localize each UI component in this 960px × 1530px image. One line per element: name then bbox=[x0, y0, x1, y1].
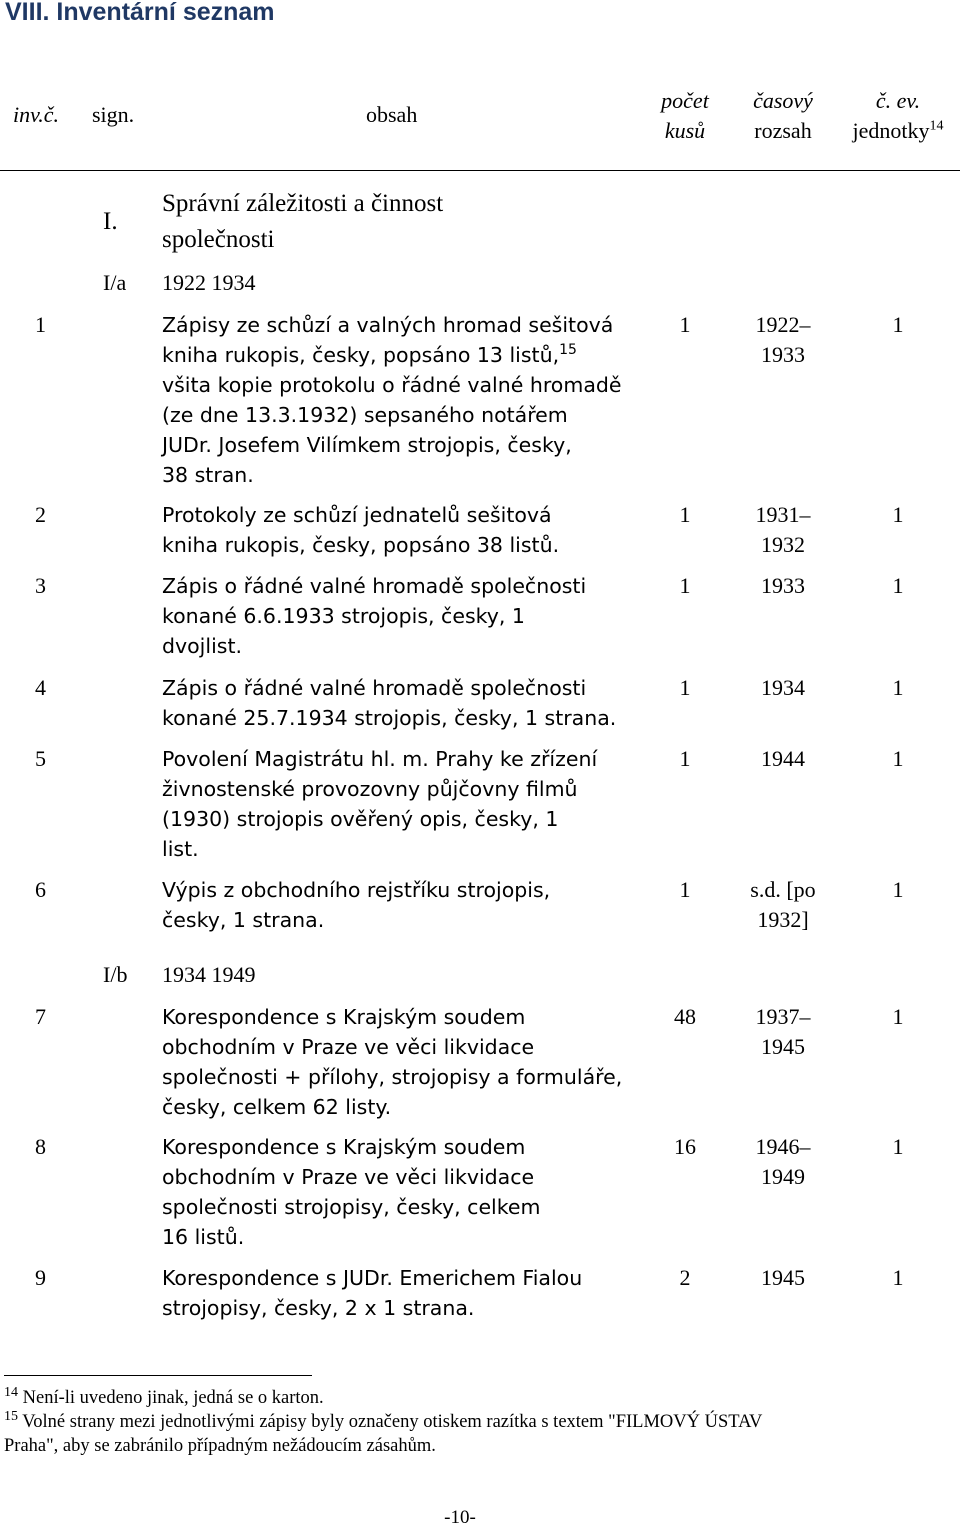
item-ev: 1 bbox=[892, 746, 904, 771]
item-range: 1931– 1932 bbox=[755, 502, 811, 557]
item-ev: 1 bbox=[892, 675, 904, 700]
item-count: 1 bbox=[679, 877, 691, 902]
item-count: 48 bbox=[674, 1004, 696, 1029]
item-range: 1933 bbox=[761, 573, 805, 598]
item-inv: 3 bbox=[35, 573, 46, 598]
item-ev: 1 bbox=[892, 1134, 904, 1159]
item-ev: 1 bbox=[892, 877, 904, 902]
col-ev-header bbox=[836, 86, 960, 146]
col-casovy-line1: časový bbox=[753, 88, 813, 113]
item-inv: 2 bbox=[35, 502, 46, 527]
item-range: 1946– 1949 bbox=[755, 1134, 811, 1189]
col-ev-line2: jednotky$^{14}$ bbox=[852, 118, 944, 143]
col-casovy-header bbox=[730, 86, 836, 146]
col-pocet-line2: kusů bbox=[664, 118, 706, 143]
item-inv: 1 bbox=[35, 312, 46, 337]
item-inv: 4 bbox=[35, 675, 46, 700]
section-title: Správní záležitosti a činnost společnosti bbox=[162, 190, 444, 253]
item-range: 1937– 1945 bbox=[755, 1004, 811, 1059]
col-pocet-line1: počet bbox=[661, 88, 709, 113]
item-inv: 5 bbox=[35, 746, 46, 771]
footnote-ref: 15 bbox=[559, 342, 577, 359]
item-range: s.d. [po 1932] bbox=[750, 877, 816, 932]
col-obsah-header: obsah bbox=[366, 102, 418, 127]
item-range: 1944 bbox=[761, 746, 805, 771]
col-sign-header: sign. bbox=[92, 102, 135, 127]
item-range: 1922– 1933 bbox=[755, 312, 811, 367]
item-description: Zápis o řádné valné hromadě společnosti konané 6.6.1933 strojopis, česky, 1 dvojlist. bbox=[162, 574, 587, 658]
item-range: 1945 bbox=[761, 1265, 805, 1290]
item-inv: 6 bbox=[35, 877, 46, 902]
footnote-rule bbox=[4, 1375, 312, 1376]
page-number: -10- bbox=[444, 1507, 476, 1528]
item-count: 1 bbox=[679, 675, 691, 700]
footnote-ref: 14 bbox=[929, 118, 944, 134]
item-count: 2 bbox=[679, 1265, 691, 1290]
item-range: 1934 bbox=[761, 675, 805, 700]
subsection-title: 1922 1934 bbox=[162, 270, 256, 295]
section-label: I. bbox=[103, 208, 118, 235]
subsection-label: I/a bbox=[103, 270, 127, 295]
item-ev: 1 bbox=[892, 502, 904, 527]
header-rule bbox=[0, 170, 960, 171]
item-description: Zápisy ze schůzí a valných hromad sešitová kniha rukopis, česky, popsáno 13 listů,$^{15}$ všita kopie protokolu o řádné valné hromadě (ze dne 13.3.1932) sepsaného notářem JUDr. Josefem Vilímkem strojopis, česky, 38 stran. bbox=[162, 313, 622, 487]
item-count: 1 bbox=[679, 746, 691, 771]
footnote-14: $^{14}$ Není-li uvedeno jinak, jedná se o karton. bbox=[4, 1384, 324, 1408]
subsection-label: I/b bbox=[103, 962, 128, 987]
item-description: Korespondence s Krajským soudem obchodním v Praze ve věci likvidace společnosti strojopisy, česky, celkem 16 listů. bbox=[162, 1135, 541, 1249]
item-count: 16 bbox=[674, 1134, 696, 1159]
footnote-number: 14 bbox=[4, 1384, 18, 1400]
item-count: 1 bbox=[679, 573, 691, 598]
item-description: Výpis z obchodního rejstříku strojopis, česky, 1 strana. bbox=[162, 878, 551, 932]
item-inv: 9 bbox=[35, 1265, 46, 1290]
item-ev: 1 bbox=[892, 312, 904, 337]
item-description: Korespondence s JUDr. Emerichem Fialou strojopisy, česky, 2 x 1 strana. bbox=[162, 1266, 583, 1320]
subsection-title: 1934 1949 bbox=[162, 962, 256, 987]
col-casovy-line2: rozsah bbox=[754, 118, 812, 143]
page-title: VIII. Inventární seznam bbox=[5, 0, 275, 26]
col-ev-line1: č. ev. bbox=[875, 88, 921, 113]
item-inv: 8 bbox=[35, 1134, 46, 1159]
col-pocet-header bbox=[640, 86, 730, 146]
footnote-number: 15 bbox=[4, 1408, 18, 1424]
item-ev: 1 bbox=[892, 1265, 904, 1290]
item-description: Zápis o řádné valné hromadě společnosti konané 25.7.1934 strojopis, česky, 1 strana. bbox=[162, 676, 617, 730]
col-inv-header: inv.č. bbox=[13, 102, 60, 127]
item-inv: 7 bbox=[35, 1004, 46, 1029]
item-count: 1 bbox=[679, 312, 691, 337]
item-description: Protokoly ze schůzí jednatelů sešitová kniha rukopis, česky, popsáno 38 listů. bbox=[162, 503, 560, 557]
item-description: Povolení Magistrátu hl. m. Prahy ke zřízení živnostenské provozovny půjčovny filmů (1930) strojopis ověřený opis, česky, 1 list. bbox=[162, 747, 598, 861]
item-description: Korespondence s Krajským soudem obchodním v Praze ve věci likvidace společnosti + přílohy, strojopisy a formuláře, česky, celkem 62 listy. bbox=[162, 1005, 623, 1119]
item-ev: 1 bbox=[892, 1004, 904, 1029]
item-ev: 1 bbox=[892, 573, 904, 598]
footnote-15: $^{15}$ Volné strany mezi jednotlivými zápisy byly označeny otiskem razítka s textem "FILMOVÝ ÚSTAV Praha", aby se zabránilo případným nežádoucím zásahům. bbox=[4, 1408, 763, 1456]
item-count: 1 bbox=[679, 502, 691, 527]
